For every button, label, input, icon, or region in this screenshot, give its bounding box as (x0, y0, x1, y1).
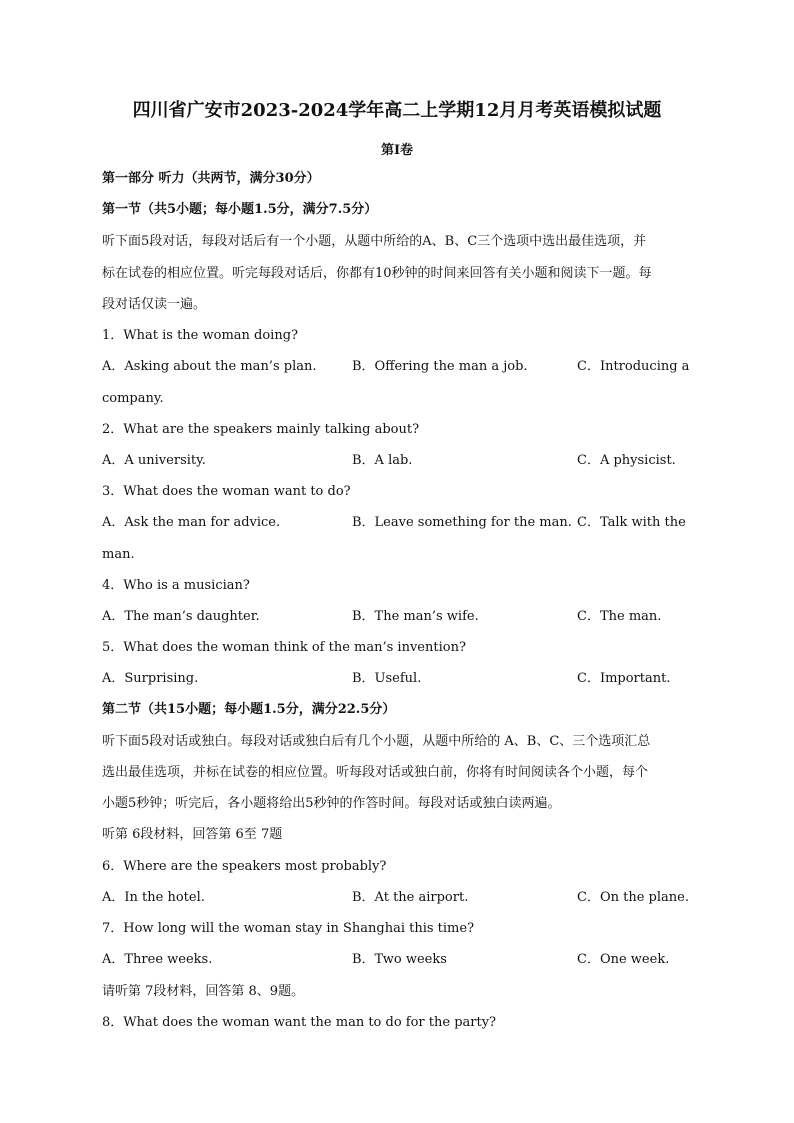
option-c: C．A physicist. (577, 453, 676, 468)
section2-instruction-line: 选出最佳选项，并标在试卷的相应位置。听每段对话或独白前，你将有时间阅读各个小题，每个 (102, 765, 649, 780)
option-b: B．Useful. (352, 671, 422, 686)
option-c: C．Important. (577, 671, 671, 686)
question-6: 6．Where are the speakers most probably? (102, 859, 387, 874)
option-c: C．Introducing a (577, 359, 690, 374)
section2-instruction-line: 听下面5段对话或独白。每段对话或独白后有几个小题，从题中所给的 A、B、C、三个选项汇总 (102, 734, 651, 749)
question-7: 7．How long will the woman stay in Shanghai this time? (102, 921, 475, 936)
option-b: B．Leave something for the man. (352, 515, 572, 530)
question-4: 4．Who is a musician? (102, 578, 250, 593)
section2-heading: 第二节（共15小题；每小题1.5分，满分22.5分） (102, 702, 396, 717)
option-c: C．The man. (577, 609, 662, 624)
exam-title: 四川省广安市2023-2024学年高二上学期12月月考英语模拟试题 (132, 100, 662, 121)
section1-heading: 第一节（共5小题；每小题1.5分，满分7.5分） (102, 202, 378, 217)
option-b: B．Offering the man a job. (352, 359, 528, 374)
option-c: C．On the plane. (577, 890, 689, 905)
question-3: 3．What does the woman want to do? (102, 484, 351, 499)
question-1: 1．What is the woman doing? (102, 328, 299, 343)
section1-instruction-line: 段对话仅读一遍。 (102, 297, 207, 312)
option-continuation: company. (102, 391, 164, 406)
question-8: 8．What does the woman want the man to do for the party? (102, 1015, 497, 1030)
question-2: 2．What are the speakers mainly talking about? (102, 422, 420, 437)
material-7-label: 请听第 7段材料，回答第 8、9题。 (102, 984, 305, 999)
option-b: B．A lab. (352, 453, 413, 468)
section1-instruction-line: 标在试卷的相应位置。听完每段对话后，你都有10秒钟的时间来回答有关小题和阅读下一题。每 (102, 266, 652, 281)
option-b: B．Two weeks (352, 952, 447, 967)
material-6-label: 听第 6段材料，回答第 6至 7题 (102, 827, 283, 842)
option-a: A．Three weeks. (102, 952, 213, 967)
option-a: A．A university. (102, 453, 206, 468)
part1-heading: 第一部分 听力（共两节，满分30分） (102, 171, 320, 186)
section1-instruction-line: 听下面5段对话，每段对话后有一个小题，从题中所给的A、B、C三个选项中选出最佳选项，并 (102, 234, 647, 249)
volume-label: 第Ⅰ卷 (380, 143, 414, 158)
option-b: B．The man’s wife. (352, 609, 479, 624)
option-continuation: man. (102, 547, 135, 562)
option-a: A．In the hotel. (102, 890, 205, 905)
option-c: C．One week. (577, 952, 670, 967)
option-a: A．Asking about the man’s plan. (102, 359, 317, 374)
option-a: A．Surprising. (102, 671, 199, 686)
option-a: A．The man’s daughter. (102, 609, 260, 624)
option-b: B．At the airport. (352, 890, 469, 905)
section2-instruction-line: 小题5秒钟；听完后，各小题将给出5秒钟的作答时间。每段对话或独白读两遍。 (102, 796, 561, 811)
option-a: A．Ask the man for advice. (102, 515, 281, 530)
question-5: 5．What does the woman think of the man’s invention? (102, 640, 466, 655)
option-c: C．Talk with the (577, 515, 686, 530)
